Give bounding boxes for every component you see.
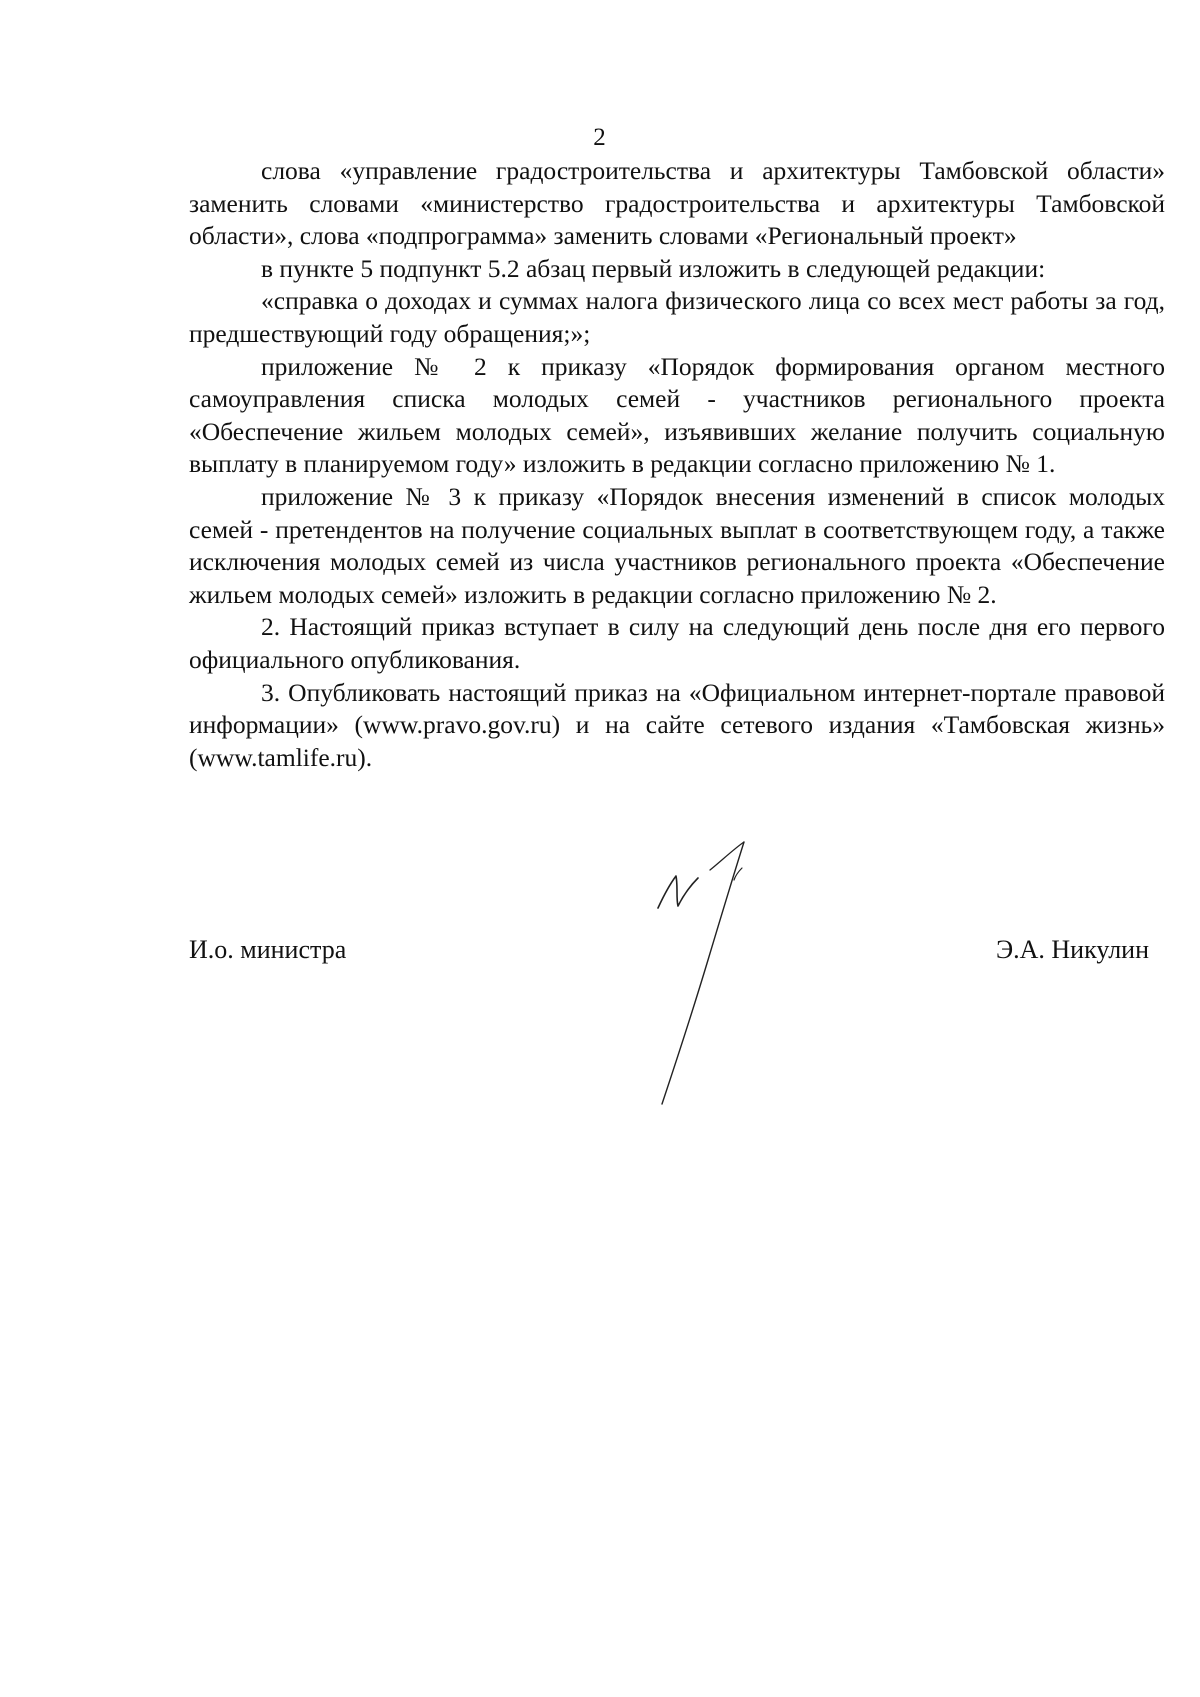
page-number: 2 <box>593 124 606 151</box>
paragraph-appendix-2: приложение № 2 к приказу «Порядок формирования органом местного самоуправления списка молодых семей - участников регионального проекта «Обеспечение жильем молодых семей», изъявивших желание получить социальную выплату в планируемом году» изложить в редакции согласно приложению № 1. <box>189 351 1165 479</box>
signatory-title: И.о. министра <box>189 935 347 964</box>
paragraph-income-certificate: «справка о доходах и суммах налога физического лица со всех мест работы за год, предшествующий году обращения;»; <box>189 286 1165 348</box>
paragraph-point-5-2: в пункте 5 подпункт 5.2 абзац первый изложить в следующей редакции: <box>261 253 1046 283</box>
paragraph-appendix-3: приложение № 3 к приказу «Порядок внесения изменений в список молодых семей - претендентов на получение социальных выплат в соответствующем году, а также исключения молодых семей из числа участников регионального проекта «Обеспечение жильем молодых семей» изложить в редакции согласно приложению № 2. <box>189 481 1165 609</box>
paragraph-item-3: 3. Опубликовать настоящий приказ на «Официальном интернет-портале правовой информации» (www.pravo.gov.ru) и на сайте сетевого издания «Тамбовская жизнь» (www.tamlife.ru). <box>189 677 1165 772</box>
handwritten-signature <box>640 840 820 1110</box>
document-body <box>189 155 1165 774</box>
paragraph-item-2: 2. Настоящий приказ вступает в силу на следующий день после дня его первого официального опубликования. <box>189 612 1165 674</box>
paragraph-replace-words: слова «управление градостроительства и архитектуры Тамбовской области» заменить словами «министерство градостроительства и архитектуры Тамбовской области», слова «подпрограмма» заменить словами «Региональный проект» <box>189 156 1165 251</box>
signatory-name: Э.А. Никулин <box>995 935 1149 964</box>
